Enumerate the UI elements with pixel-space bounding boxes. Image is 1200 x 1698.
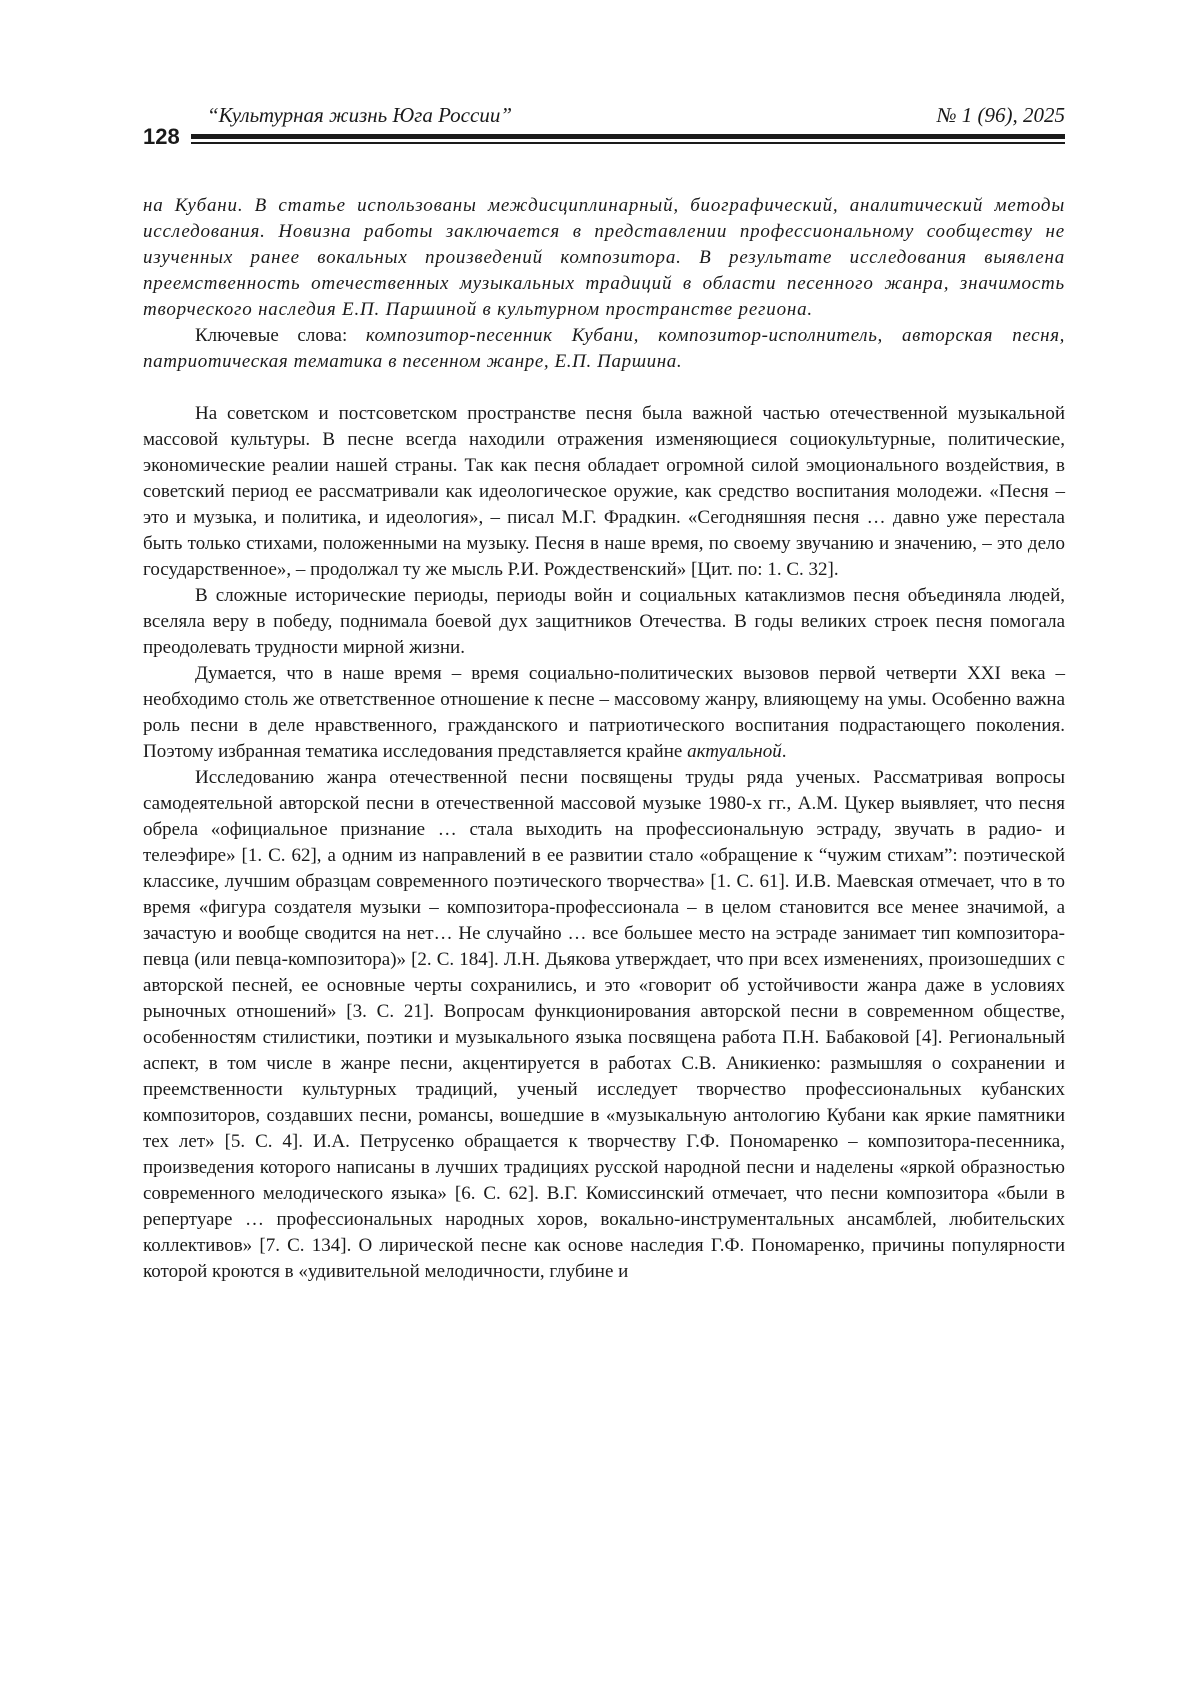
section-gap bbox=[143, 375, 1065, 401]
article-body bbox=[143, 193, 1065, 1285]
paragraph-3 bbox=[143, 661, 1065, 765]
header-rule-thick bbox=[191, 134, 1065, 139]
paragraph-1: На советском и постсоветском пространстве песня была важной частью отечественной музыкальной массовой культуры. В песне всегда находили отражения изменяющиеся социокультурные, политические, экономические реалии нашей страны. Так как песня обладает огромной силой эмоционального воздействия, в советский период ее рассматривали как идеологическое оружие, как средство воспитания молодежи. «Песня – это и музыка, и политика, и идеология», – писал М.Г. Фрадкин. «Сегодняшняя песня … давно уже перестала быть только стихами, положенными на музыку. Песня в наше время, по своему звучанию и значению, – это дело государственное», – продолжал ту же мысль Р.И. Рождественский» [Цит. по: 1. С. 32]. bbox=[143, 403, 1065, 580]
keywords bbox=[143, 323, 1065, 375]
keywords-list: композитор-песенник Кубани, композитор-исполнитель, авторская песня, патриотическая тематика в песенном жанре, Е.П. Паршина. bbox=[143, 325, 1065, 372]
page-header bbox=[143, 98, 1065, 150]
page-number: 128 bbox=[143, 124, 180, 149]
paragraph-4: Исследованию жанра отечественной песни посвящены труды ряда ученых. Рассматривая вопросы самодеятельной авторской песни в отечественной массовой музыке 1980-х гг., А.М. Цукер выявляет, что песня обрела «официальное признание … стала выходить на профессиональную эстраду, звучать в радио- и телеэфире» [1. С. 62], а одним из направлений в ее развитии стало «обращение к “чужим стихам”: поэтической классике, лучшим образцам современного поэтического творчества» [1. С. 61]. И.В. Маевская отмечает, что в то время «фигура создателя музыки – композитора-профессионала – в целом становится все менее значимой, а зачастую и вообще сводится на нет… Не случайно … все большее место на эстраде занимает тип композитора-певца (или певца-композитора)» [2. С. 184]. Л.Н. Дьякова утверждает, что при всех изменениях, произошедших с авторской песней, ее основные черты сохранились, и это «говорит об устойчивости жанра даже в условиях рыночных отношений» [3. С. 21]. Вопросам функционирования авторской песни в современном обществе, особенностям стилистики, поэтики и музыкального языка посвящена работа П.Н. Бабаковой [4]. Региональный аспект, в том числе в жанре песни, акцентируется в работах С.В. Аникиенко: размышляя о сохранении и преемственности культурных традиций, ученый исследует творчество профессиональных кубанских композиторов, создавших песни, романсы, вошедшие в «музыкальную антологию Кубани как яркие памятники тех лет» [5. С. 4]. И.А. Петрусенко обращается к творчеству Г.Ф. Пономаренко – композитора-песенника, произведения которого написаны в лучших традициях русской народной песни и наделены «яркой образностью современного мелодического языка» [6. С. 62]. В.Г. Комиссинский отмечает, что песни композитора «были в репертуаре … профессиональных народных хоров, вокально-инструментальных ансамблей, любительских коллективов» [7. С. 134]. О лирической песне как основе наследия Г.Ф. Пономаренко, причины популярности которой кроются в «удивительной мелодичности, глубине и bbox=[143, 767, 1065, 1282]
header-rule-thin bbox=[191, 142, 1065, 144]
journal-title: “Культурная жизнь Юга России” bbox=[207, 103, 512, 127]
paragraph-3-text: Думается, что в наше время – время социально-политических вызовов первой четверти XXI века – необходимо столь же ответственное отношение к песне – массовому жанру, влияющему на умы. Особенно важна роль песни в деле нравственного, гражданского и патриотического воспитания подрастающего поколения. Поэтому избранная тематика исследования представляется крайне bbox=[143, 663, 1065, 762]
issue-number: № 1 (96), 2025 bbox=[936, 103, 1065, 127]
paragraph-3-end: . bbox=[781, 741, 787, 762]
keywords-label: Ключевые слова: bbox=[195, 325, 348, 346]
paragraph-2: В сложные исторические периоды, периоды войн и социальных катаклизмов песня объединяла людей, вселяла веру в победу, поднимала боевой дух защитников Отечества. В годы великих строек песня помогала преодолевать трудности мирной жизни. bbox=[143, 585, 1065, 658]
emphasis-actuality: актуальной bbox=[687, 741, 782, 762]
abstract-text: на Кубани. В статье использованы междисциплинарный, биографический, аналитический методы исследования. Новизна работы заключается в представлении профессиональному сообществу не изученных ранее вокальных произведений композитора. В результате исследования выявлена преемственность отечественных музыкальных традиций в области песенного жанра, значимость творческого наследия Е.П. Паршиной в культурном пространстве региона. bbox=[143, 195, 1065, 320]
